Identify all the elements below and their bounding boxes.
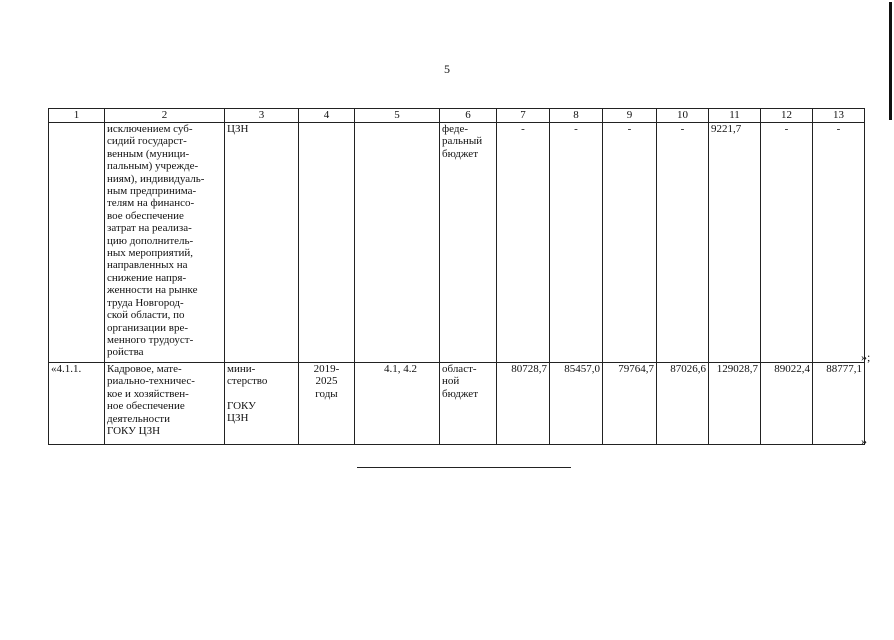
text-line: ской области, по bbox=[107, 309, 185, 322]
text-line: организации вре- bbox=[107, 321, 189, 334]
text-line: 2025 bbox=[315, 375, 338, 388]
row1-indicator-cell bbox=[355, 123, 440, 363]
text-line: деятельности bbox=[107, 412, 170, 425]
header-cell: 8 bbox=[550, 109, 603, 123]
header-cell: 9 bbox=[603, 109, 657, 123]
text-line: бюджет bbox=[442, 147, 478, 160]
text-line: венным (муници- bbox=[107, 147, 190, 160]
header-cell: 10 bbox=[657, 109, 709, 123]
row2-executor-lines-a bbox=[227, 363, 296, 388]
row2-period-lines bbox=[301, 363, 352, 400]
text-line: ным предпринима- bbox=[107, 185, 197, 198]
footer-separator-line bbox=[357, 467, 571, 468]
row1-value-2022: - bbox=[657, 123, 709, 363]
text-line: кое и хозяйствен- bbox=[107, 387, 189, 400]
text-line: менного трудоуст- bbox=[107, 333, 194, 346]
text-line: ГОКУ ЦЗН bbox=[107, 425, 161, 438]
text-line: ройства bbox=[107, 346, 144, 359]
header-cell: 12 bbox=[761, 109, 813, 123]
row2-indicator-cell: 4.1, 4.2 bbox=[355, 363, 440, 445]
row1-period-cell bbox=[299, 123, 355, 363]
row2-number-cell: «4.1.1. bbox=[49, 363, 105, 445]
row2-value-2020: 85457,0 bbox=[550, 363, 603, 445]
row2-source-cell bbox=[440, 363, 497, 445]
row1-value-2021: - bbox=[603, 123, 657, 363]
text-line: ниям), индивидуаль- bbox=[107, 172, 205, 185]
row2-executor-cell bbox=[225, 363, 299, 445]
header-cell: 2 bbox=[105, 109, 225, 123]
text-line: стерство bbox=[227, 375, 268, 388]
row1-executor-cell: ЦЗН bbox=[225, 123, 299, 363]
text-line: ЦЗН bbox=[227, 412, 249, 425]
text-line: снижение напря- bbox=[107, 271, 187, 284]
header-cell: 11 bbox=[709, 109, 761, 123]
row2-value-2022: 87026,6 bbox=[657, 363, 709, 445]
text-line: годы bbox=[315, 387, 338, 400]
row1-number-cell bbox=[49, 123, 105, 363]
row2-value-2021: 79764,7 bbox=[603, 363, 657, 445]
row1-closing-quote: »; bbox=[861, 350, 871, 364]
row1-value-2023: 9221,7 bbox=[709, 123, 761, 363]
text-line: телям на финансо- bbox=[107, 197, 195, 210]
text-line: вое обеспечение bbox=[107, 209, 184, 222]
header-cell: 5 bbox=[355, 109, 440, 123]
row1-source-lines bbox=[442, 123, 494, 160]
text-line: труда Новгород- bbox=[107, 296, 184, 309]
text-line: ное обеспечение bbox=[107, 400, 185, 413]
row1-value-2024: - bbox=[761, 123, 813, 363]
header-cell: 4 bbox=[299, 109, 355, 123]
row1-source-cell bbox=[440, 123, 497, 363]
budget-table bbox=[48, 108, 865, 445]
text-line: риально-техничес- bbox=[107, 375, 195, 388]
header-cell: 7 bbox=[497, 109, 550, 123]
text-line: пальным) учрежде- bbox=[107, 160, 199, 173]
text-line: бюджет bbox=[442, 387, 478, 400]
text-line: област- bbox=[442, 363, 477, 375]
row1-value-2019: - bbox=[497, 123, 550, 363]
text-line: Кадровое, мате- bbox=[107, 363, 182, 375]
text-line: ГОКУ bbox=[227, 399, 256, 412]
row2-executor-lines-b bbox=[227, 400, 296, 425]
row2-value-2019: 80728,7 bbox=[497, 363, 550, 445]
page-edge-bar bbox=[889, 2, 892, 120]
header-cell: 3 bbox=[225, 109, 299, 123]
text-line: 2019- bbox=[313, 363, 340, 375]
text-line: исключением суб- bbox=[107, 123, 193, 135]
text-line: ральный bbox=[442, 135, 483, 148]
text-line: феде- bbox=[442, 123, 469, 135]
row2-period-cell bbox=[299, 363, 355, 445]
header-cell: 6 bbox=[440, 109, 497, 123]
table-header-row bbox=[49, 109, 865, 123]
row2-source-lines bbox=[442, 363, 494, 400]
row1-value-2020: - bbox=[550, 123, 603, 363]
text-line: ной bbox=[442, 375, 460, 388]
row2-value-2023: 129028,7 bbox=[709, 363, 761, 445]
text-line: цию дополнитель- bbox=[107, 234, 194, 247]
row2-description-lines bbox=[107, 363, 222, 437]
row2-value-2024: 89022,4 bbox=[761, 363, 813, 445]
row2-closing-quote: » bbox=[861, 434, 867, 448]
text-line: направленных на bbox=[107, 259, 188, 272]
table-row bbox=[49, 363, 865, 445]
row1-description-cell bbox=[105, 123, 225, 363]
row2-description-cell bbox=[105, 363, 225, 445]
table-row bbox=[49, 123, 865, 363]
row1-value-2025: - bbox=[813, 123, 865, 363]
text-line: затрат на реализа- bbox=[107, 222, 192, 235]
row1-description-lines bbox=[107, 123, 222, 359]
text-line: женности на рынке bbox=[107, 284, 198, 297]
page-number: 5 bbox=[444, 62, 450, 76]
header-cell: 1 bbox=[49, 109, 105, 123]
text-line: мини- bbox=[227, 363, 256, 375]
text-line: сидий государст- bbox=[107, 135, 187, 148]
header-cell: 13 bbox=[813, 109, 865, 123]
text-line: ных мероприятий, bbox=[107, 247, 194, 260]
row2-value-2025: 88777,1 bbox=[813, 363, 865, 445]
